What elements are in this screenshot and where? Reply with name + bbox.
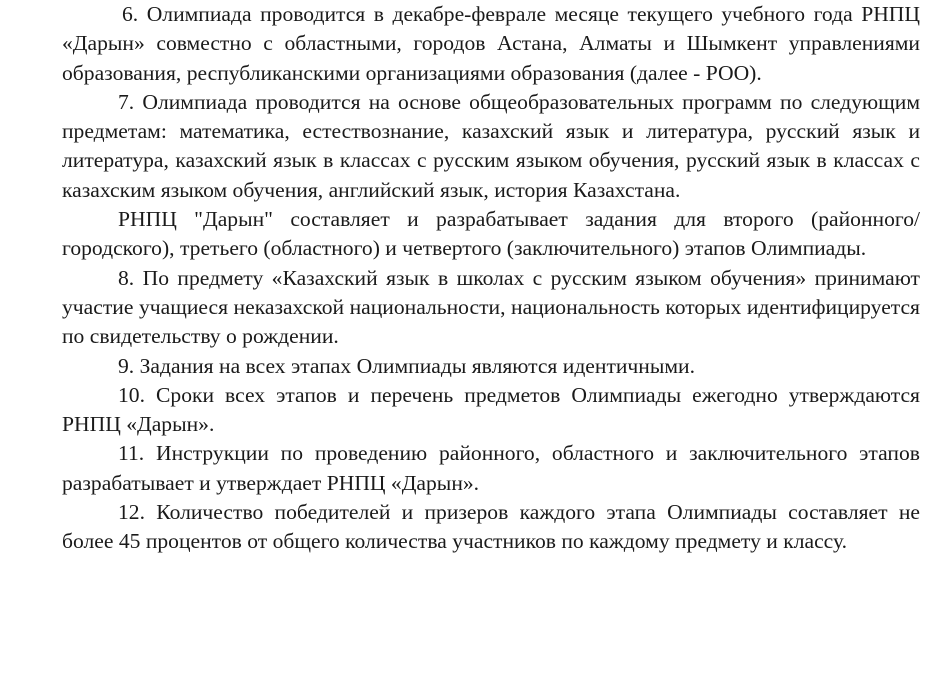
paragraph-7: 7. Олимпиада проводится на основе общеобразовательных программ по следующим предметам: математика, естествознание, казахский язык и литература, русский язык и литература, казахский язык в классах с русским языком обучения, русский язык в классах с казахским языком обучения, английский язык, история Казахстана. — [62, 89, 920, 202]
paragraph-rnpc-tasks: РНПЦ "Дарын" составляет и разрабатывает задания для второго (районного/городского), третьего (областного) и четвертого (заключительного) этапов Олимпиады. — [62, 207, 920, 261]
paragraph-6: 6. Олимпиада проводится в декабре-феврале месяце текущего учебного года РНПЦ «Дарын» совместно с областными, городов Астана, Алматы и Шымкент управлениями образования, республиканскими организациями образования (далее - РОО). — [62, 2, 920, 85]
paragraph-9: 9. Задания на всех этапах Олимпиады являются идентичными. — [118, 353, 695, 378]
paragraph-8: 8. По предмету «Казахский язык в школах с русским языком обучения» принимают участие учащиеся неказахской национальности, национальность которых идентифицируется по свидетельству о рождении. — [62, 265, 920, 349]
paragraph-11: 11. Инструкции по проведению районного, областного и заключительного этапов разрабатывает и утверждает РНПЦ «Дарын». — [62, 441, 920, 495]
document-body — [62, 0, 920, 557]
paragraph-12: 12. Количество победителей и призеров каждого этапа Олимпиады составляет не более 45 процентов от общего количества участников по каждому предмету и классу. — [62, 500, 920, 554]
paragraph-10: 10. Сроки всех этапов и перечень предметов Олимпиады ежегодно утверждаются РНПЦ «Дарын». — [62, 382, 920, 437]
